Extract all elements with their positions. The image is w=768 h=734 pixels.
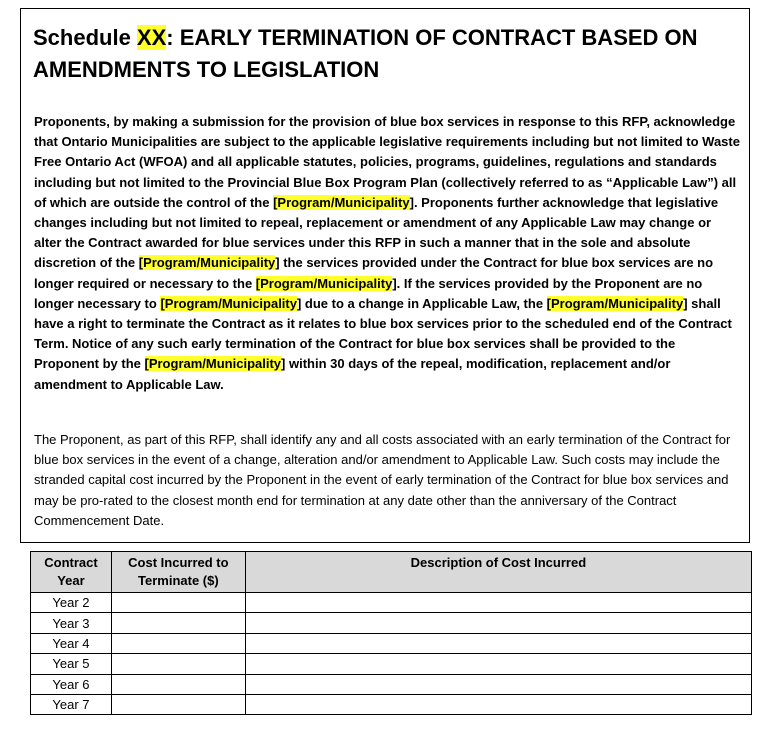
description-cell[interactable] bbox=[245, 593, 751, 613]
description-cell[interactable] bbox=[245, 674, 751, 694]
title-prefix: Schedule bbox=[33, 25, 137, 50]
para1-text-7: ] within 30 days of the repeal, modification, replacement and/or amendment to Applicable Law. bbox=[34, 356, 671, 392]
header-contract-year: Contract Year bbox=[31, 552, 112, 593]
para1-text-5: ] due to a change in Applicable Law, the bbox=[296, 295, 547, 311]
table-row bbox=[31, 694, 752, 714]
title-placeholder-highlight: XX bbox=[136, 25, 167, 50]
year-cell: Year 2 bbox=[31, 593, 112, 613]
cost-cell[interactable] bbox=[111, 593, 245, 613]
year-cell: Year 3 bbox=[31, 613, 112, 633]
header-cost-incurred: Cost Incurred to Terminate ($) bbox=[111, 552, 245, 593]
description-cell[interactable] bbox=[245, 694, 751, 714]
program-municipality-placeholder: [Program/Municipality bbox=[273, 194, 410, 210]
cost-cell[interactable] bbox=[111, 633, 245, 653]
cost-cell[interactable] bbox=[111, 613, 245, 633]
program-municipality-placeholder: [Program/Municipality bbox=[255, 275, 393, 291]
cost-identification-paragraph: The Proponent, as part of this RFP, shall identify any and all costs associated with an early termination of the Contract for blue box services in the event of a change, alteration and/or amendment to Applicable Law. Such costs may include the stranded capital cost incurred by the Proponent in the event of early termination of the Contract for blue box services and may be pro-rated to the closest month end for termination at any date other than the anniversary of the Contract Commencement Date. bbox=[34, 432, 731, 528]
cost-cell[interactable] bbox=[111, 674, 245, 694]
description-cell[interactable] bbox=[245, 654, 751, 674]
description-cell[interactable] bbox=[245, 613, 751, 633]
schedule-title bbox=[33, 22, 738, 86]
program-municipality-placeholder: [Program/Municipality bbox=[144, 356, 282, 372]
year-cell: Year 5 bbox=[31, 654, 112, 674]
program-municipality-placeholder: [Program/Municipality bbox=[138, 255, 276, 271]
table-row bbox=[31, 613, 752, 633]
year-cell: Year 4 bbox=[31, 633, 112, 653]
table-row bbox=[31, 654, 752, 674]
table-header-row bbox=[31, 552, 752, 593]
title-rest: : EARLY TERMINATION OF CONTRACT BASED ON AMENDMENTS TO LEGISLATION bbox=[33, 25, 698, 82]
year-cell: Year 7 bbox=[31, 694, 112, 714]
header-description: Description of Cost Incurred bbox=[245, 552, 751, 593]
termination-cost-table bbox=[30, 551, 752, 715]
acknowledgement-paragraph bbox=[34, 112, 740, 395]
para1-text-4: ]. If the services provided by the Proponent are no longer necessary to bbox=[34, 275, 703, 311]
para1-text-6: ] shall have a right to terminate the Contract as it relates to blue box services prior to the scheduled end of the Contract Term. Notice of any such early termination of the Contract for blue box services shall be provided to the Proponent by the bbox=[34, 295, 732, 372]
para1-text-3: ] the services provided under the Contract for blue box services are no longer required or necessary to the bbox=[34, 255, 714, 291]
year-cell: Year 6 bbox=[31, 674, 112, 694]
description-cell[interactable] bbox=[245, 633, 751, 653]
table-row bbox=[31, 593, 752, 613]
table-row bbox=[31, 633, 752, 653]
cost-cell[interactable] bbox=[111, 694, 245, 714]
para1-text-1: Proponents, by making a submission for the provision of blue box services in response to this RFP, acknowledge that Ontario Municipalities are subject to the applicable legislative requirements including but not limited to Waste Free Ontario Act (WFOA) and all applicable statutes, policies, programs, guidelines, regulations and standards including but not limited to the Provincial Blue Box Program Plan (collectively referred to as “Applicable Law”) all of which are outside the control of the bbox=[34, 114, 740, 210]
program-municipality-placeholder: [Program/Municipality bbox=[160, 295, 297, 311]
cost-cell[interactable] bbox=[111, 654, 245, 674]
program-municipality-placeholder: [Program/Municipality bbox=[546, 295, 684, 311]
table-row bbox=[31, 674, 752, 694]
para1-text-2: ]. Proponents further acknowledge that legislative changes including but not limited to repeal, replacement or amendment of any Applicable Law may change or alter the Contract awarded for blue services under this RFP in such a manner that in the sole and absolute discretion of the bbox=[34, 194, 719, 271]
